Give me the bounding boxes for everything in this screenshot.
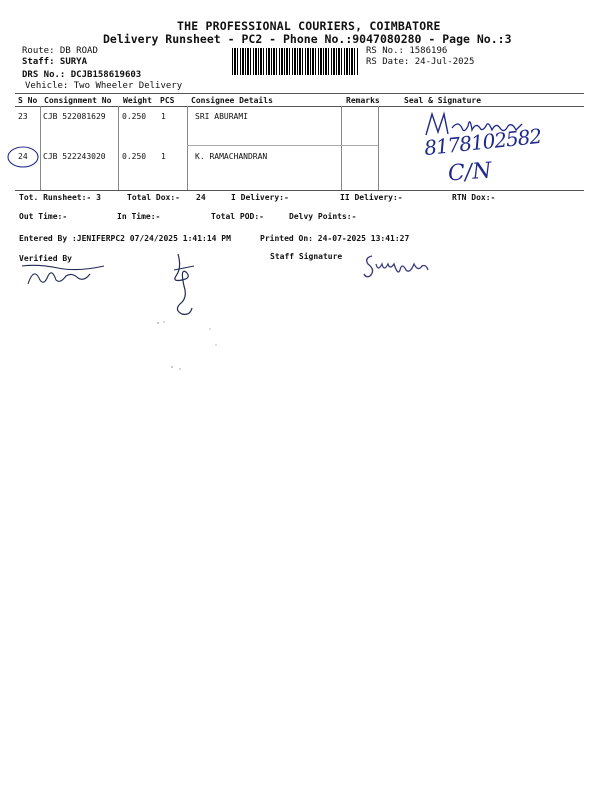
vehicle-text: Vehicle: Two Wheeler Delivery: [25, 81, 183, 91]
row2-consignment: CJB 522243020: [43, 152, 106, 161]
handwritten-phone: 8178102582: [423, 123, 543, 161]
col-header-weight: Weight: [123, 96, 152, 105]
rs-number: RS No.: 1586196: [366, 46, 448, 56]
printed-on: Printed On: 24-07-2025 13:41:27: [260, 234, 410, 243]
col-divider: [118, 106, 119, 190]
barcode: [232, 48, 358, 75]
row2-pcs: 1: [161, 152, 166, 161]
row1-weight: 0.250: [122, 112, 147, 121]
row1-sno: 23: [18, 112, 28, 121]
total-pod: Total POD:-: [211, 212, 264, 221]
verifier-signature: [18, 258, 108, 288]
col-header-remarks: Remarks: [346, 96, 380, 105]
tot-runsheet: Tot. Runsheet:- 3: [19, 193, 101, 202]
table-top-border: [15, 93, 584, 94]
table-bottom-border: [15, 190, 584, 191]
col-header-seal: Seal & Signature: [404, 96, 482, 105]
delivery-signature: [168, 250, 208, 320]
staff-text: Staff: SURYA: [22, 57, 88, 67]
company-title: THE PROFESSIONAL COURIERS, COIMBATORE: [177, 19, 441, 33]
entered-by: Entered By :JENIFERPC2 07/24/2025 1:41:14 PM: [19, 234, 231, 243]
col-header-pcs: PCS: [160, 96, 175, 105]
staff-signature: [362, 250, 432, 280]
col-divider: [187, 106, 188, 190]
total-dox-value: 24: [196, 193, 206, 202]
col-divider: [341, 106, 342, 190]
row1-pcs: 1: [161, 112, 166, 121]
delvy-points: Delvy Points:-: [289, 212, 357, 221]
row2-sno: 24: [18, 152, 28, 161]
row-divider: [187, 145, 378, 146]
rtn-dox: RTN Dox:-: [452, 193, 496, 202]
ii-delivery: II Delivery:-: [340, 193, 403, 202]
rs-date: RS Date: 24-Jul-2025: [366, 57, 475, 67]
scan-specks: [150, 315, 230, 375]
row2-consignee: K. RAMACHANDRAN: [195, 152, 268, 161]
col-header-consignee: Consignee Details: [191, 96, 273, 105]
sno-circle-mark: [6, 144, 40, 170]
route-text: Route: DB ROAD: [22, 46, 98, 56]
runsheet-subtitle: Delivery Runsheet - PC2 - Phone No.:9047080280 - Page No.:3: [103, 32, 512, 46]
col-divider: [40, 106, 41, 190]
in-time: In Time:-: [117, 212, 161, 221]
handwritten-mark: C/N: [447, 158, 493, 187]
col-divider: [378, 106, 379, 190]
header-bottom-border: [15, 106, 584, 107]
staff-signature-label: Staff Signature: [270, 252, 343, 261]
total-dox-label: Total Dox:-: [127, 193, 180, 202]
col-header-sno: S No: [18, 96, 38, 105]
drs-number: DRS No.: DCJB158619603: [22, 70, 142, 80]
verified-by-label: Verified By: [19, 254, 72, 263]
row1-consignment: CJB 522081629: [43, 112, 106, 121]
row2-weight: 0.250: [122, 152, 147, 161]
row1-consignee: SRI ABURAMI: [195, 112, 248, 121]
out-time: Out Time:-: [19, 212, 68, 221]
i-delivery: I Delivery:-: [231, 193, 289, 202]
col-header-consignment: Consignment No: [44, 96, 112, 105]
